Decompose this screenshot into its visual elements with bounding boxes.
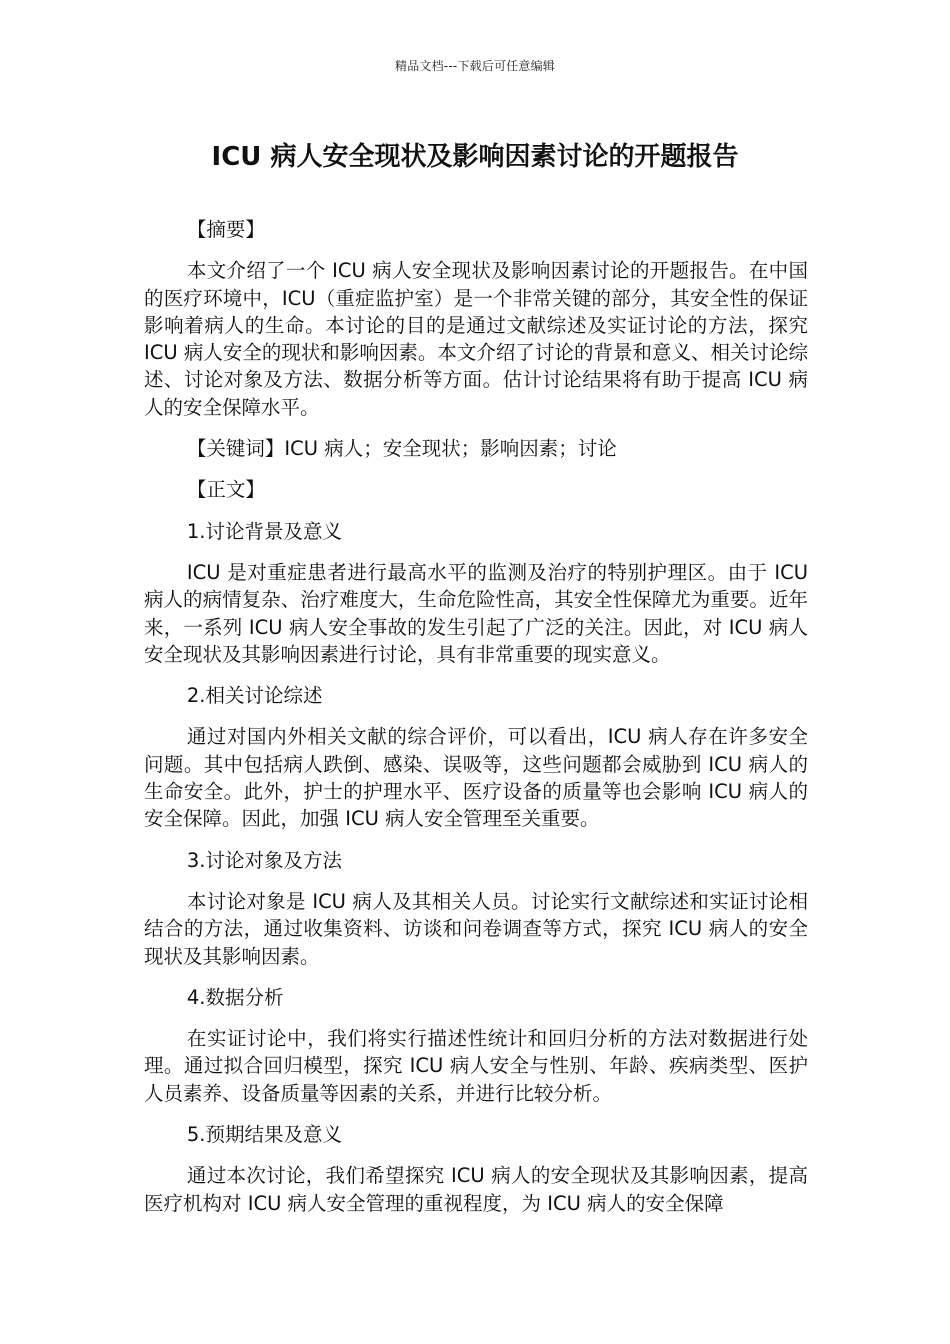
document-title: ICU 病人安全现状及影响因素讨论的开题报告 bbox=[211, 142, 739, 172]
section-paragraph: 本讨论对象是 ICU 病人及其相关人员。讨论实行文献综述和实证讨论相结合的方法，通过收集资料、访谈和问卷调查等方式，探究 ICU 病人的安全现状及其影响因素。 bbox=[144, 889, 808, 968]
abstract-label: 【摘要】 bbox=[186, 218, 265, 241]
abstract-paragraph: 本文介绍了一个 ICU 病人安全现状及影响因素讨论的开题报告。在中国的医疗环境中，ICU（重症监护室）是一个非常关键的部分，其安全性的保证影响着病人的生命。本讨论的目的是通过文献综述及实证讨论的方法，探究 ICU 病人安全的现状和影响因素。本文介绍了讨论的背景和意义、相关讨论综述、讨论对象及方法、数据分析等方面。估计讨论结果将有助于提高 ICU 病人的安全保障水平。 bbox=[144, 259, 808, 419]
section-paragraph: 在实证讨论中，我们将实行描述性统计和回归分析的方法对数据进行处理。通过拟合回归模型，探究 ICU 病人安全与性别、年龄、疾病类型、医护人员素养、设备质量等因素的关系，并进行比较分析。 bbox=[144, 1027, 808, 1105]
section-heading: 1.讨论背景及意义 bbox=[186, 519, 342, 543]
page-header: 精品文档---下载后可任意编辑 bbox=[395, 59, 555, 73]
section-paragraph: 通过对国内外相关文献的综合评价，可以看出，ICU 病人存在许多安全问题。其中包括病人跌倒、感染、误吸等，这些问题都会威胁到 ICU 病人的生命安全。此外，护士的护理水平、医疗设备的质量等也会影响 ICU 病人的安全保障。因此，加强 ICU 病人安全管理至关重要。 bbox=[144, 725, 808, 831]
section-paragraph: ICU 是对重症患者进行最高水平的监测及治疗的特别护理区。由于 ICU 病人的病情复杂、治疗难度大，生命危险性高，其安全性保障尤为重要。近年来，一系列 ICU 病人安全事故的发生引起了广泛的关注。因此，对 ICU 病人安全现状及其影响因素进行讨论，具有非常重要的现实意义。 bbox=[144, 560, 808, 666]
document-body bbox=[144, 216, 808, 1231]
section-heading: 5.预期结果及意义 bbox=[186, 1123, 342, 1147]
keywords-line: 【关键词】ICU 病人；安全现状；影响因素；讨论 bbox=[186, 437, 617, 461]
section-heading: 2.相关讨论综述 bbox=[186, 684, 323, 708]
section-heading: 4.数据分析 bbox=[186, 985, 284, 1009]
section-paragraph: 通过本次讨论，我们希望探究 ICU 病人的安全现状及其影响因素，提高医疗机构对 ICU 病人安全管理的重视程度，为 ICU 病人的安全保障 bbox=[144, 1164, 808, 1215]
body-label: 【正文】 bbox=[186, 478, 265, 502]
section-heading: 3.讨论对象及方法 bbox=[186, 848, 342, 872]
